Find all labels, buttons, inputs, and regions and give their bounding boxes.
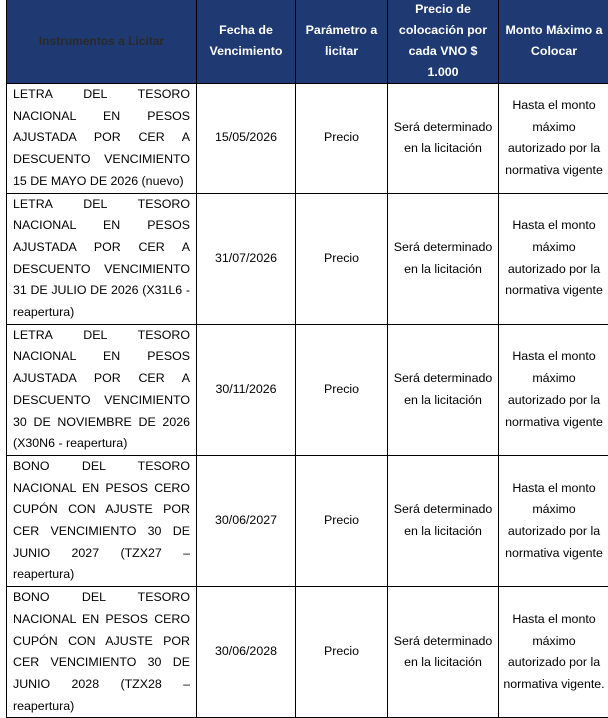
instruments-table: [6, 0, 608, 718]
parameter-cell: Precio: [296, 324, 388, 455]
parameter-cell: Precio: [296, 587, 388, 718]
maturity-cell: 15/05/2026: [197, 84, 296, 194]
price-cell: Será determinado en la licitación: [388, 84, 499, 194]
table-row: [7, 84, 608, 194]
instrument-cell: LETRA DEL TESORO NACIONAL EN PESOS AJUSTADA POR CER A DESCUENTO VENCIMIENTO 31 DE JULIO DE 2026 (X31L6 - reapertura): [7, 193, 197, 324]
header-parameter: Parámetro a licitar: [296, 0, 388, 84]
price-cell: Será determinado en la licitación: [388, 455, 499, 586]
table-row: [7, 587, 608, 718]
max-amount-cell: Hasta el monto máximo autorizado por la normativa vigente: [499, 193, 608, 324]
maturity-cell: 30/06/2027: [197, 455, 296, 586]
price-cell: Será determinado en la licitación: [388, 324, 499, 455]
instrument-cell: BONO DEL TESORO NACIONAL EN PESOS CERO CUPÓN CON AJUSTE POR CER VENCIMIENTO 30 DE JUNIO 2027 (TZX27 – reapertura): [7, 455, 197, 586]
parameter-cell: Precio: [296, 455, 388, 586]
table-row: [7, 193, 608, 324]
header-max-amount: Monto Máximo a Colocar: [499, 0, 608, 84]
max-amount-cell: Hasta el monto máximo autorizado por la normativa vigente: [499, 84, 608, 194]
maturity-cell: 30/11/2026: [197, 324, 296, 455]
price-cell: Será determinado en la licitación: [388, 587, 499, 718]
instrument-cell: LETRA DEL TESORO NACIONAL EN PESOS AJUSTADA POR CER A DESCUENTO VENCIMIENTO 30 DE NOVIEMBRE DE 2026 (X30N6 - reapertura): [7, 324, 197, 455]
table-row: [7, 455, 608, 586]
parameter-cell: Precio: [296, 84, 388, 194]
header-row: [7, 0, 608, 84]
header-maturity: Fecha de Vencimiento: [197, 0, 296, 84]
max-amount-cell: Hasta el monto máximo autorizado por la normativa vigente.: [499, 587, 608, 718]
price-cell: Será determinado en la licitación: [388, 193, 499, 324]
table-row: [7, 324, 608, 455]
instrument-cell: BONO DEL TESORO NACIONAL EN PESOS CERO CUPÓN CON AJUSTE POR CER VENCIMIENTO 30 DE JUNIO 2028 (TZX28 – reapertura): [7, 587, 197, 718]
header-price: Precio de colocación por cada VNO $ 1.000: [388, 0, 499, 84]
max-amount-cell: Hasta el monto máximo autorizado por la normativa vigente: [499, 324, 608, 455]
header-instrument: Instrumentos a Licitar: [7, 0, 197, 84]
parameter-cell: Precio: [296, 193, 388, 324]
instrument-cell: LETRA DEL TESORO NACIONAL EN PESOS AJUSTADA POR CER A DESCUENTO VENCIMIENTO 15 DE MAYO DE 2026 (nuevo): [7, 84, 197, 194]
maturity-cell: 30/06/2028: [197, 587, 296, 718]
maturity-cell: 31/07/2026: [197, 193, 296, 324]
max-amount-cell: Hasta el monto máximo autorizado por la normativa vigente: [499, 455, 608, 586]
